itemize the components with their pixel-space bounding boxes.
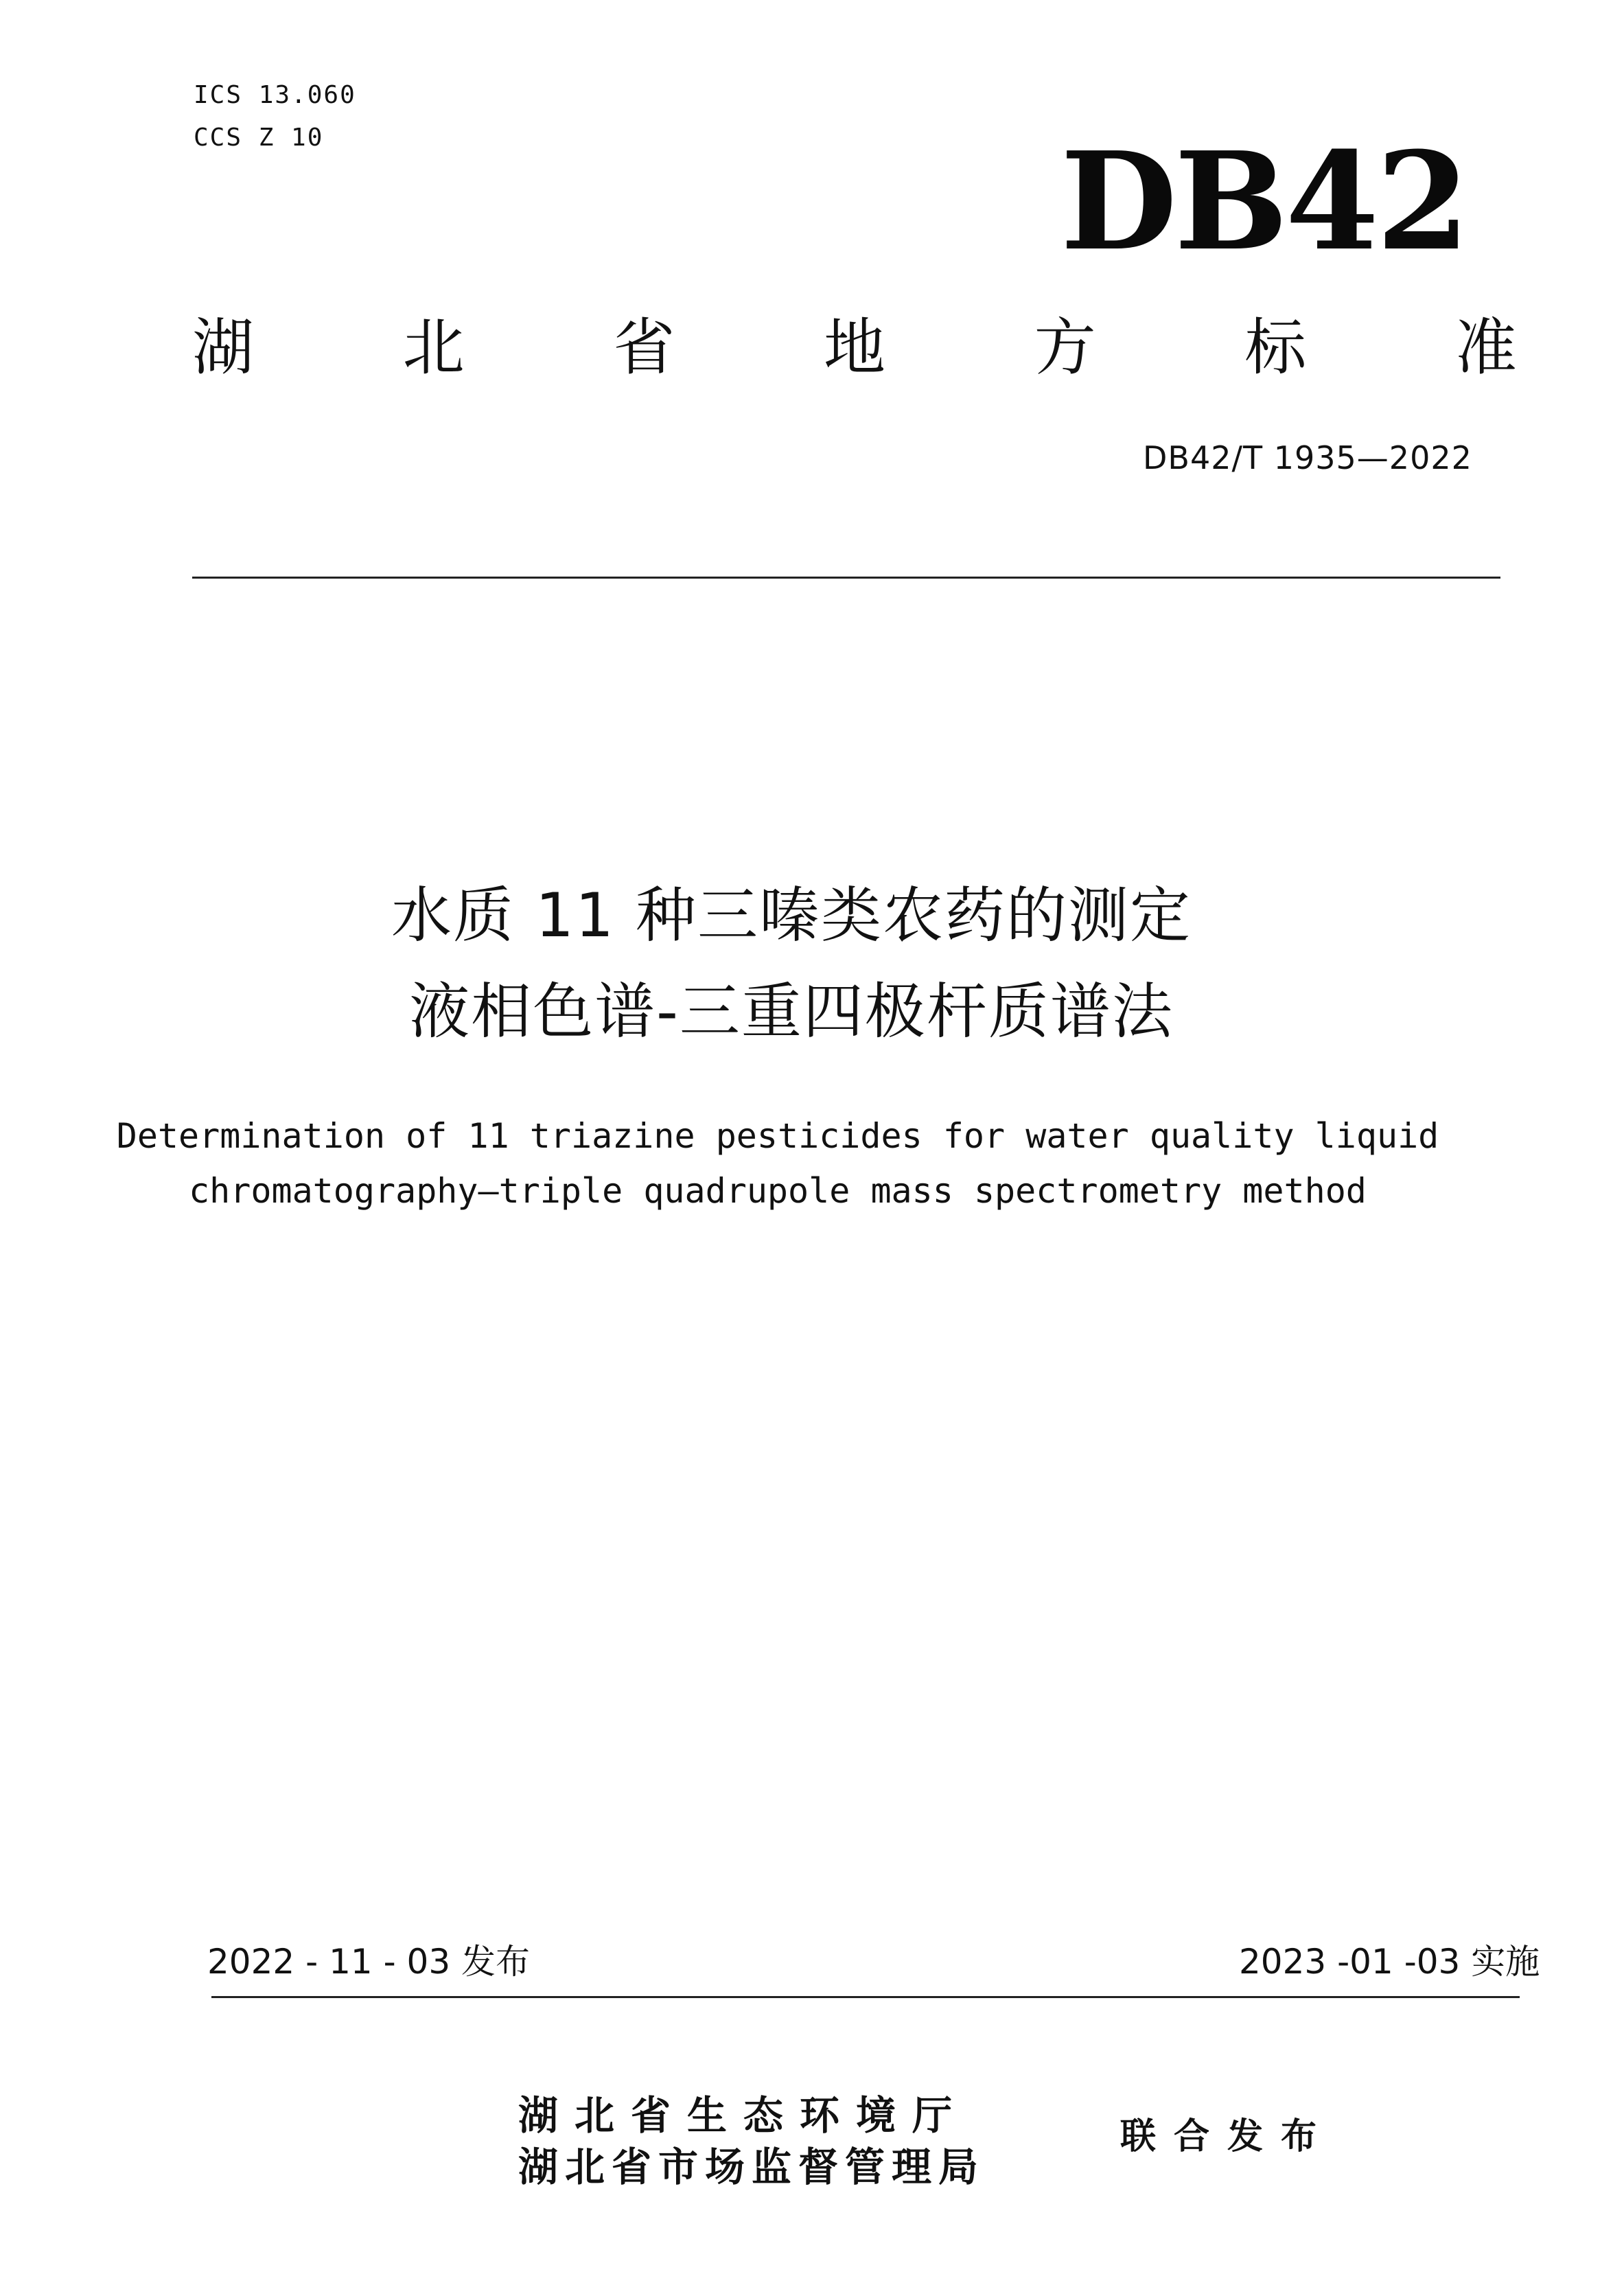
joint-release-label: 联合发布 bbox=[1120, 2116, 1335, 2157]
standard-db-mark: DB42 bbox=[1060, 123, 1468, 281]
standard-type-char: 地 bbox=[823, 312, 885, 384]
footer-divider bbox=[211, 1996, 1520, 1998]
chinese-title-line-1: 水质 11 种三嗪类农药的测定 bbox=[391, 880, 1192, 951]
standard-type-char: 准 bbox=[1454, 312, 1517, 384]
ics-code: ICS 13.060 bbox=[194, 81, 356, 109]
implementation-date: 2023 -01 -03 实施 bbox=[1239, 1942, 1540, 1982]
chinese-title-line-2: 液相色谱-三重四极杆质谱法 bbox=[409, 976, 1174, 1047]
header-divider bbox=[192, 577, 1500, 579]
english-title-line-1: Determination of 11 triazine pesticides for water quality liquid bbox=[116, 1116, 1439, 1156]
issuer-line-2: 湖北省市场监督管理局 bbox=[518, 2144, 986, 2190]
standard-type-char: 湖 bbox=[192, 312, 254, 384]
issue-date: 2022 - 11 - 03 发布 bbox=[207, 1942, 531, 1982]
ccs-code: CCS Z 10 bbox=[194, 124, 324, 152]
standard-type-char: 方 bbox=[1034, 312, 1096, 384]
standard-type-char: 北 bbox=[402, 312, 465, 384]
standard-type-char: 省 bbox=[613, 312, 675, 384]
issuer-line-1: 湖北省生态环境厅 bbox=[518, 2092, 969, 2139]
english-title-line-2: chromatography—triple quadrupole mass spectrometry method bbox=[189, 1171, 1367, 1211]
standard-type-title bbox=[192, 312, 1517, 384]
standard-number: DB42/T 1935—2022 bbox=[1143, 439, 1472, 476]
standard-type-char: 标 bbox=[1244, 312, 1307, 384]
